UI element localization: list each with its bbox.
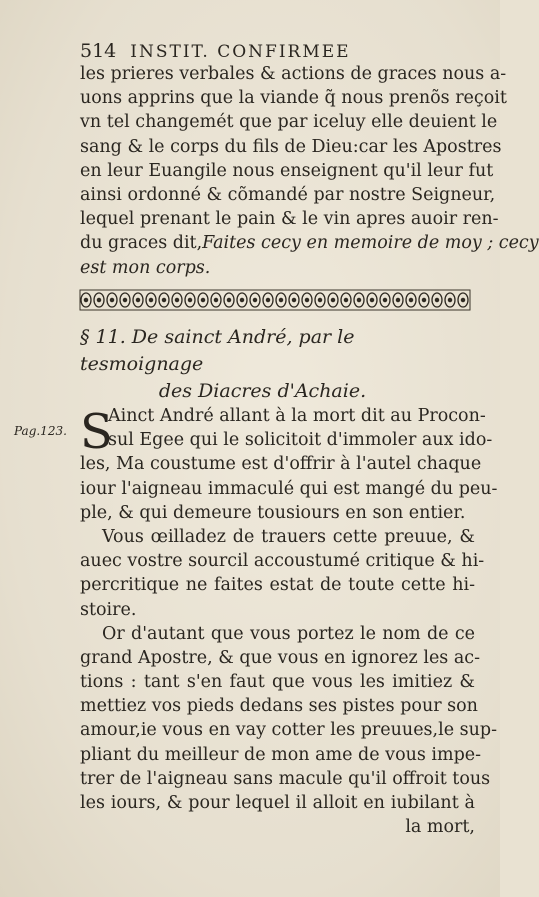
page-number: 514 [80, 40, 117, 62]
text-line: Ainct André allant à la mort dit au Procon- [108, 406, 486, 426]
text-line: les prieres verbales & actions de graces nous a- [80, 64, 507, 84]
text-line: vn tel changemét que par iceluy elle deuient le [80, 112, 498, 133]
text-line: pliant du meilleur de mon ame de vous impe- [80, 744, 482, 765]
quote-end: est mon corps. [80, 257, 211, 278]
section-heading-line2: des Diacres d'Achaie. [158, 380, 367, 402]
quote-lead: du graces dit, [80, 233, 203, 254]
text-line: sang & le corps du fils de Dieu:car les Apostres [80, 136, 502, 157]
running-title: INSTIT. CONFIRMEE [130, 42, 351, 62]
text-line: auec vostre sourcil accoustumé critique & hi- [80, 551, 485, 572]
text-line-quote [80, 231, 539, 255]
text-line: Vous œilladez de trauers cette preuue, & [102, 526, 475, 547]
text-line: trer de l'aigneau sans macule qu'il offroit tous [80, 768, 491, 789]
text-block-top [80, 62, 539, 280]
margin-note: Pag.123. [14, 424, 67, 438]
text-line-final: la mort, [405, 817, 475, 838]
section-heading-line1: § 11. De sainct André, par le tesmoignage [80, 326, 355, 375]
text-line: amour,ie vous en vay cotter les preuues,le sup- [80, 720, 497, 741]
text-block-section [80, 404, 498, 839]
text-line: tions : tant s'en faut que vous les imitiez & [80, 672, 475, 693]
text-line: percritique ne faites estat de toute cette hi- [80, 575, 475, 596]
ornament-divider [80, 288, 470, 312]
text-line: les iours, & pour lequel il alloit en iubilant à [80, 793, 475, 813]
quote-italic: Faites cecy en memoire de moy ; cecy [202, 233, 539, 254]
text-line: uons apprins que la viande q̃ nous prenõs reçoit [80, 88, 507, 109]
text-line: ainsi ordonné & cõmandé par nostre Seigneur, [80, 184, 496, 205]
text-line: Or d'autant que vous portez le nom de ce [102, 623, 475, 644]
text-line: lequel prenant le pain & le vin apres auoir ren- [80, 209, 499, 230]
drop-capital: S [80, 404, 113, 460]
text-line: stoire. [80, 599, 137, 620]
running-header [80, 40, 475, 62]
text-line: iour l'aigneau immaculé qui est mangé du peu- [80, 478, 498, 499]
text-line: mettiez vos pieds dedans ses pistes pour son [80, 696, 478, 717]
text-line: sul Egee qui le solicitoit d'immoler aux ido- [108, 430, 493, 451]
section-heading [80, 324, 475, 405]
text-line: grand Apostre, & que vous en ignorez les ac- [80, 647, 480, 668]
text-line: ple, & qui demeure tousiours en son entier. [80, 502, 466, 523]
text-line: les, Ma coustume est d'offrir à l'autel chaque [80, 454, 482, 475]
text-line: en leur Euangile nous enseignent qu'il leur fut [80, 160, 494, 181]
